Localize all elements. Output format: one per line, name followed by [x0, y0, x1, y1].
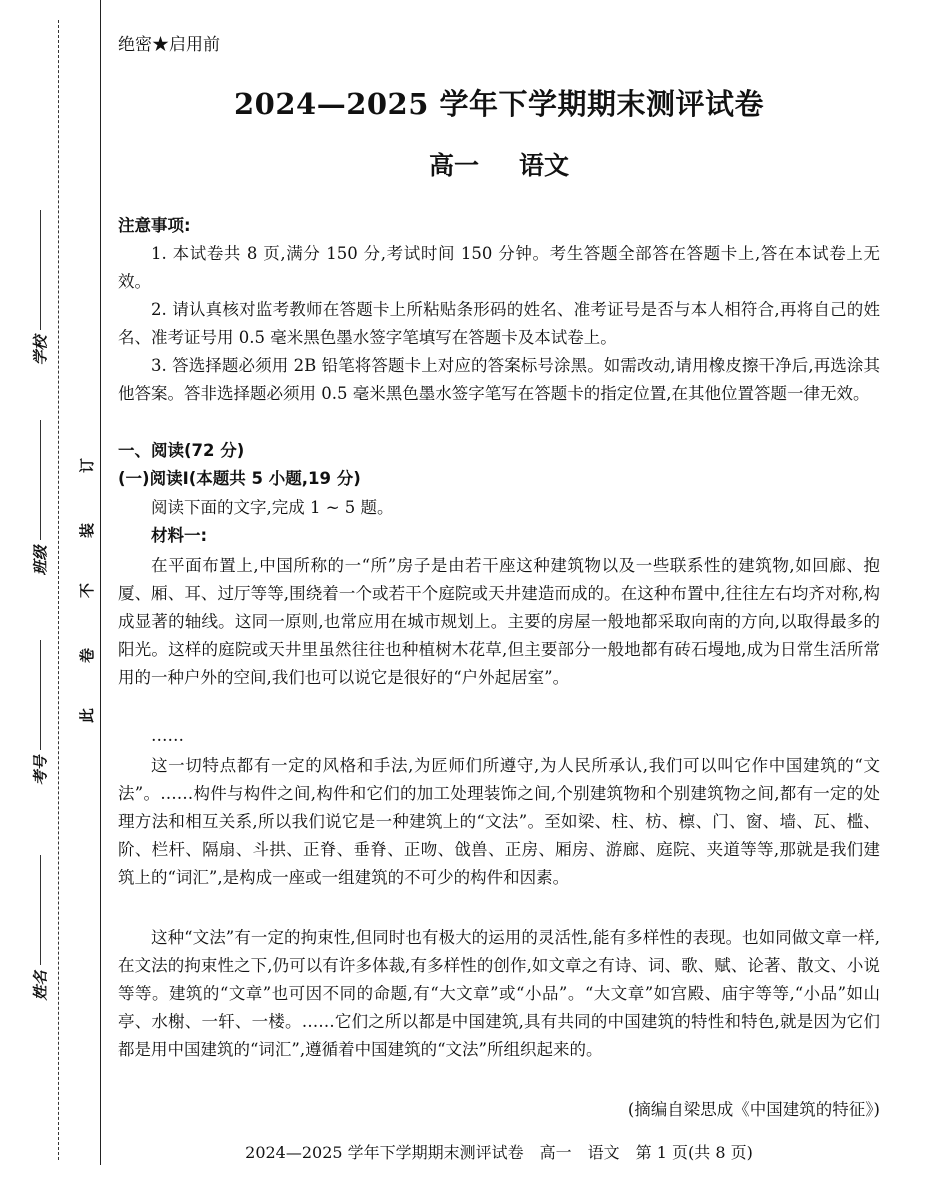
seal-dash-line [58, 20, 59, 1160]
margin-border-line [100, 0, 101, 1165]
subject-label: 语文 [519, 151, 570, 180]
field-label: 考号 [31, 755, 50, 786]
notes-item: 3. 答选择题必须用 2B 铅笔将答题卡上对应的答案标号涂黑。如需改动,请用橡皮擦干净后,再选涂其他答案。答非选择题必须用 0.5 毫米黑色墨水签字笔写在答题卡的指定位置,在其他位置答题一律无效。 [118, 356, 880, 403]
passage-paragraph: 这一切特点都有一定的风格和手法,为匠师们所遵守,为人民所承认,我们可以叫它作中国建筑的“文法”。……构件与构件之间,构件和它们的加工处理装饰之间,个别建筑物和个别建筑物之间,都有一定的处理方法和相互关系,所以我们说它是一种建筑上的“文法”。至如梁、柱、枋、檩、门、窗、墙、瓦、槛、阶、栏杆、隔扇、斗拱、正脊、垂脊、正吻、戗兽、正房、厢房、游廊、庭院、夹道等等,那就是我们建筑上的“词汇”,是构成一座或一组建筑的不可少的构件和因素。 [118, 756, 880, 887]
seal-char: 此 [78, 707, 97, 724]
page-footer: 2024—2025 学年下学期期末测评试卷 高一 语文 第 1 页(共 8 页) [245, 1143, 753, 1162]
binding-margin [0, 0, 100, 1183]
field-underline [40, 640, 41, 750]
field-underline [40, 420, 41, 540]
seal-char: 订 [78, 457, 97, 474]
exam-subtitle [118, 146, 880, 182]
notes-item: 1. 本试卷共 8 页,满分 150 分,考试时间 150 分钟。考生答题全部答在答题卡上,答在本试卷上无效。 [118, 244, 880, 291]
grade-label: 高一 [428, 151, 479, 180]
seal-char: 装 [78, 522, 97, 539]
material-label: 材料一: [151, 526, 208, 545]
confidential-label: 绝密★启用前 [118, 35, 220, 55]
seal-char: 不 [78, 582, 97, 599]
field-label: 班级 [31, 545, 50, 576]
field-label: 学校 [31, 335, 50, 366]
field-underline [40, 210, 41, 330]
section-heading: 一、阅读(72 分) [118, 441, 245, 460]
field-label: 姓名 [31, 970, 50, 1001]
notes-item: 2. 请认真核对监考教师在答题卡上所粘贴条形码的姓名、准考证号是否与本人相符合,再将自己的姓名、准考证号用 0.5 毫米黑色墨水签字笔填写在答题卡及本试卷上。 [118, 300, 880, 347]
field-underline [40, 855, 41, 965]
passage-ellipsis: …… [151, 726, 184, 745]
passage-paragraph: 在平面布置上,中国所称的一“所”房子是由若干座这种建筑物以及一些联系性的建筑物,如回廊、抱厦、厢、耳、过厅等等,围绕着一个或若干个庭院或天井建造而成的。在这种布置中,往往左右均齐对称,构成显著的轴线。这同一原则,也常应用在城市规划上。主要的房屋一般地都采取向南的方向,以取得最多的阳光。这样的庭院或天井里虽然往往也种植树木花草,但主要部分一般地都有砖石墁地,成为日常生活所常用的一种户外的空间,我们也可以说它是很好的“户外起居室”。 [118, 556, 880, 687]
reading-instruction: 阅读下面的文字,完成 1 ~ 5 题。 [151, 498, 394, 517]
seal-char: 卷 [78, 647, 97, 664]
passage-paragraph: 这种“文法”有一定的拘束性,但同时也有极大的运用的灵活性,能有多样性的表现。也如同做文章一样,在文法的拘束性之下,仍可以有许多体裁,有多样性的创作,如文章之有诗、词、歌、赋、论著、散文、小说等等。建筑的“文章”也可因不同的命题,有“大文章”或“小品”。“大文章”如宫殿、庙宇等等,“小品”如山亭、水榭、一轩、一楼。……它们之所以都是中国建筑,具有共同的中国建筑的特性和特色,就是因为它们都是用中国建筑的“词汇”,遵循着中国建筑的“文法”所组织起来的。 [118, 928, 880, 1059]
notes-heading: 注意事项: [118, 216, 191, 235]
passage-source: (摘编自梁思成《中国建筑的特征》) [627, 1100, 880, 1119]
sub-section-heading: (一)阅读Ⅰ(本题共 5 小题,19 分) [118, 469, 361, 488]
exam-title: 2024—2025 学年下学期期末测评试卷 [233, 87, 765, 121]
